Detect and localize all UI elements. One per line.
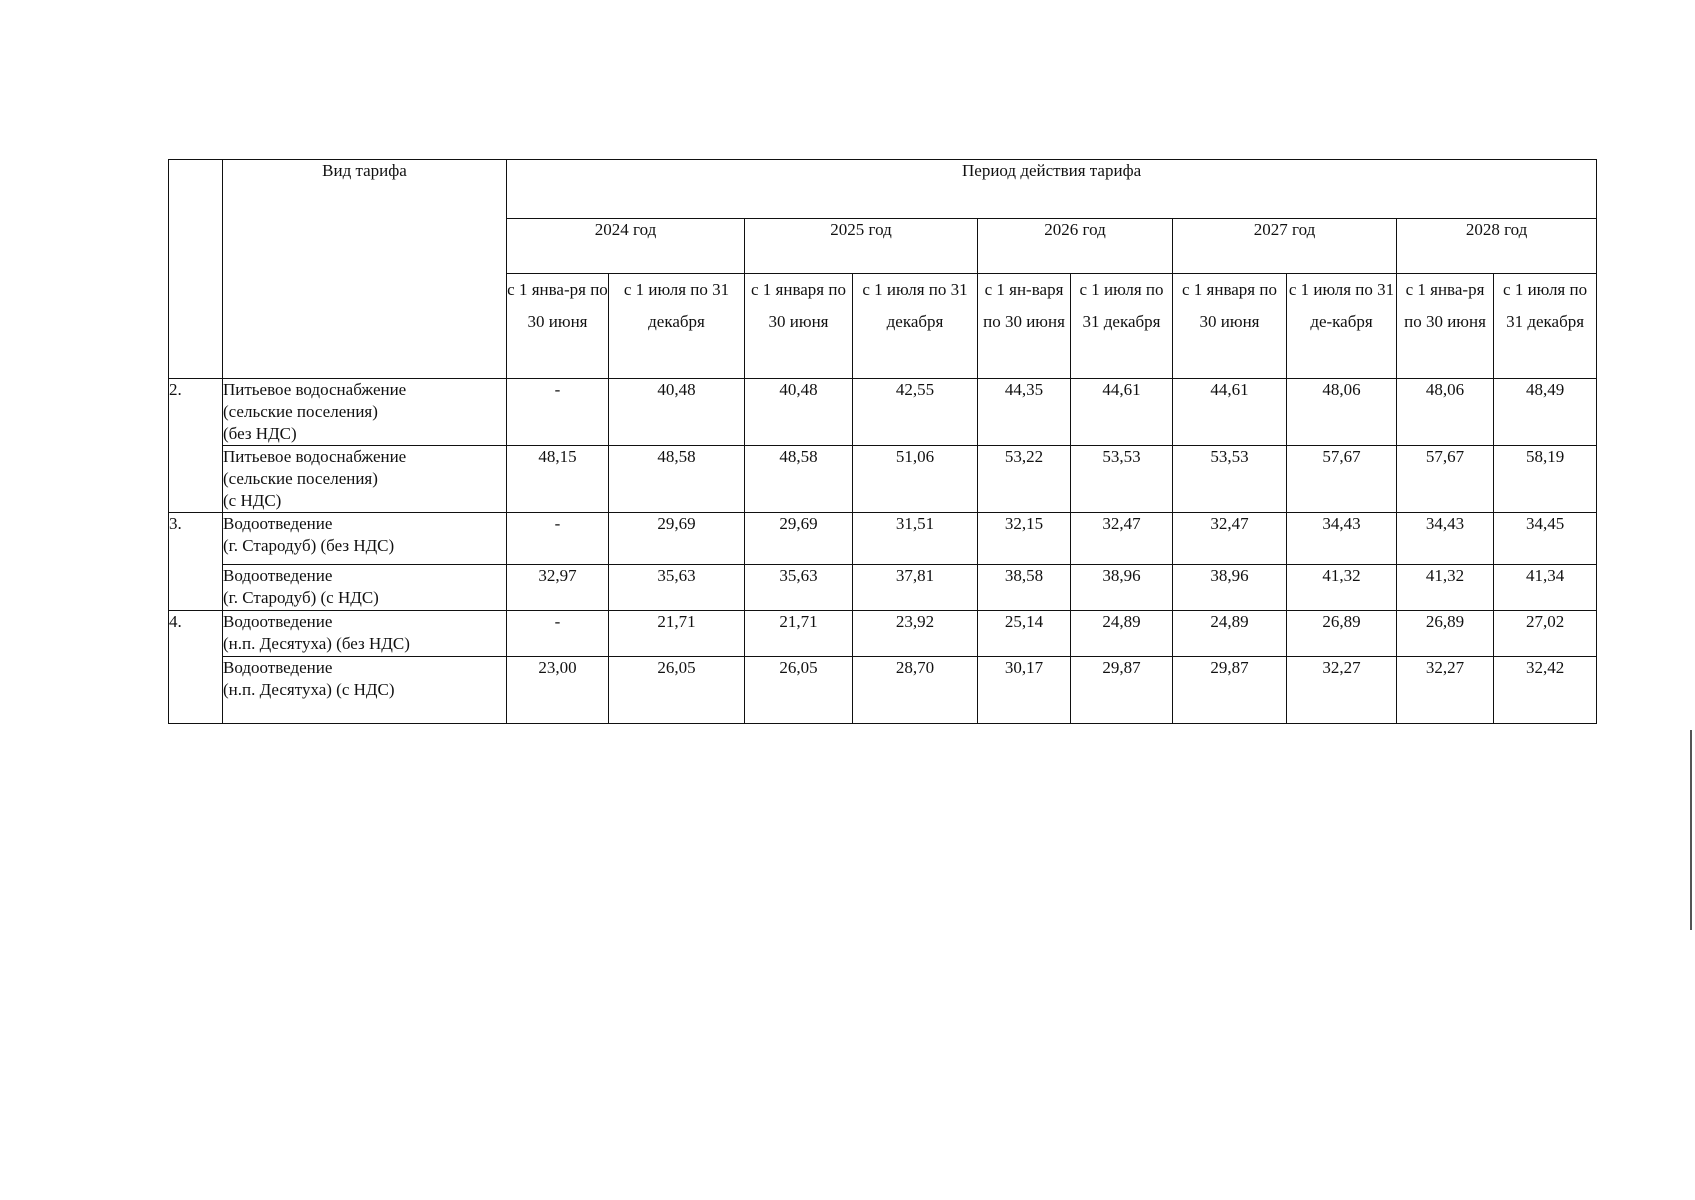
tariff-value: 58,19 (1494, 446, 1597, 513)
tariff-value: 41,34 (1494, 565, 1597, 611)
subperiod-header: с 1 января по 30 июня (745, 274, 853, 379)
tariff-value: 31,51 (853, 513, 978, 565)
tariff-name: Водоотведение (н.п. Десятуха) (с НДС) (223, 657, 507, 724)
tariff-value: 25,14 (978, 611, 1071, 657)
tariff-value: 57,67 (1287, 446, 1397, 513)
tariff-value: 26,05 (609, 657, 745, 724)
tariff-value: 30,17 (978, 657, 1071, 724)
tariff-value: - (507, 513, 609, 565)
tariff-value: 38,58 (978, 565, 1071, 611)
tariff-value: 53,53 (1071, 446, 1173, 513)
table-row (169, 657, 1597, 724)
scan-edge-mark (1690, 730, 1692, 930)
tariff-value: 29,87 (1173, 657, 1287, 724)
tariff-value: 26,89 (1287, 611, 1397, 657)
tariff-value: 34,43 (1287, 513, 1397, 565)
tariff-value: 26,05 (745, 657, 853, 724)
tariff-name: Водоотведение (г. Стародуб) (с НДС) (223, 565, 507, 611)
tariff-name: Водоотведение (н.п. Десятуха) (без НДС) (223, 611, 507, 657)
tariff-value: 40,48 (745, 379, 853, 446)
tariff-value: - (507, 611, 609, 657)
tariff-value: 44,61 (1173, 379, 1287, 446)
tariff-value: 53,53 (1173, 446, 1287, 513)
tariff-value: 32,15 (978, 513, 1071, 565)
tariff-value: 41,32 (1287, 565, 1397, 611)
tariff-value: 37,81 (853, 565, 978, 611)
header-row-period (169, 160, 1597, 219)
number-column-header (169, 160, 223, 379)
subperiod-header: с 1 янва-ря по 30 июня (507, 274, 609, 379)
tariff-value: 32,42 (1494, 657, 1597, 724)
tariff-name: Питьевое водоснабжение (сельские поселения) (с НДС) (223, 446, 507, 513)
tariff-value: 48,06 (1397, 379, 1494, 446)
tariff-value: 23,92 (853, 611, 978, 657)
tariff-value: 34,43 (1397, 513, 1494, 565)
year-header: 2025 год (745, 219, 978, 274)
row-number: 3. (169, 513, 223, 611)
tariff-value: 57,67 (1397, 446, 1494, 513)
subperiod-header: с 1 янва-ря по 30 июня (1397, 274, 1494, 379)
tariff-value: 23,00 (507, 657, 609, 724)
tariff-period-header: Период действия тарифа (507, 160, 1597, 219)
tariff-value: 27,02 (1494, 611, 1597, 657)
tariff-value: 21,71 (609, 611, 745, 657)
tariff-value: 40,48 (609, 379, 745, 446)
tariff-value: - (507, 379, 609, 446)
tariff-value: 29,87 (1071, 657, 1173, 724)
subperiod-header: с 1 июля по 31 декабря (853, 274, 978, 379)
tariff-value: 32,47 (1071, 513, 1173, 565)
tariff-value: 32,97 (507, 565, 609, 611)
tariff-value: 32,27 (1397, 657, 1494, 724)
table-row (169, 565, 1597, 611)
tariff-value: 38,96 (1173, 565, 1287, 611)
year-header: 2027 год (1173, 219, 1397, 274)
table-row (169, 379, 1597, 446)
tariff-value: 24,89 (1173, 611, 1287, 657)
tariff-value: 28,70 (853, 657, 978, 724)
tariff-name: Питьевое водоснабжение (сельские поселения) (без НДС) (223, 379, 507, 446)
year-header: 2026 год (978, 219, 1173, 274)
tariff-value: 48,06 (1287, 379, 1397, 446)
row-number: 2. (169, 379, 223, 513)
tariff-value: 38,96 (1071, 565, 1173, 611)
tariff-value: 32,27 (1287, 657, 1397, 724)
tariff-value: 24,89 (1071, 611, 1173, 657)
tariff-value: 26,89 (1397, 611, 1494, 657)
tariff-name: Водоотведение (г. Стародуб) (без НДС) (223, 513, 507, 565)
tariff-type-header: Вид тарифа (223, 160, 507, 379)
tariff-value: 29,69 (609, 513, 745, 565)
tariff-value: 48,49 (1494, 379, 1597, 446)
tariff-value: 53,22 (978, 446, 1071, 513)
tariff-value: 35,63 (745, 565, 853, 611)
tariff-value: 48,58 (745, 446, 853, 513)
subperiod-header: с 1 июля по 31 декабря (1494, 274, 1597, 379)
tariff-value: 48,58 (609, 446, 745, 513)
subperiod-header: с 1 июля по 31 декабря (1071, 274, 1173, 379)
subperiod-header: с 1 января по 30 июня (1173, 274, 1287, 379)
year-header: 2028 год (1397, 219, 1597, 274)
tariff-value: 44,35 (978, 379, 1071, 446)
year-header: 2024 год (507, 219, 745, 274)
tariff-table (168, 159, 1597, 724)
tariff-value: 32,47 (1173, 513, 1287, 565)
table-row (169, 446, 1597, 513)
subperiod-header: с 1 ян-варя по 30 июня (978, 274, 1071, 379)
tariff-value: 48,15 (507, 446, 609, 513)
subperiod-header: с 1 июля по 31 де-кабря (1287, 274, 1397, 379)
table-row (169, 611, 1597, 657)
row-number: 4. (169, 611, 223, 724)
subperiod-header: с 1 июля по 31 декабря (609, 274, 745, 379)
tariff-value: 35,63 (609, 565, 745, 611)
tariff-value: 21,71 (745, 611, 853, 657)
tariff-value: 41,32 (1397, 565, 1494, 611)
tariff-value: 42,55 (853, 379, 978, 446)
tariff-value: 34,45 (1494, 513, 1597, 565)
tariff-value: 29,69 (745, 513, 853, 565)
tariff-value: 44,61 (1071, 379, 1173, 446)
table-row (169, 513, 1597, 565)
tariff-value: 51,06 (853, 446, 978, 513)
